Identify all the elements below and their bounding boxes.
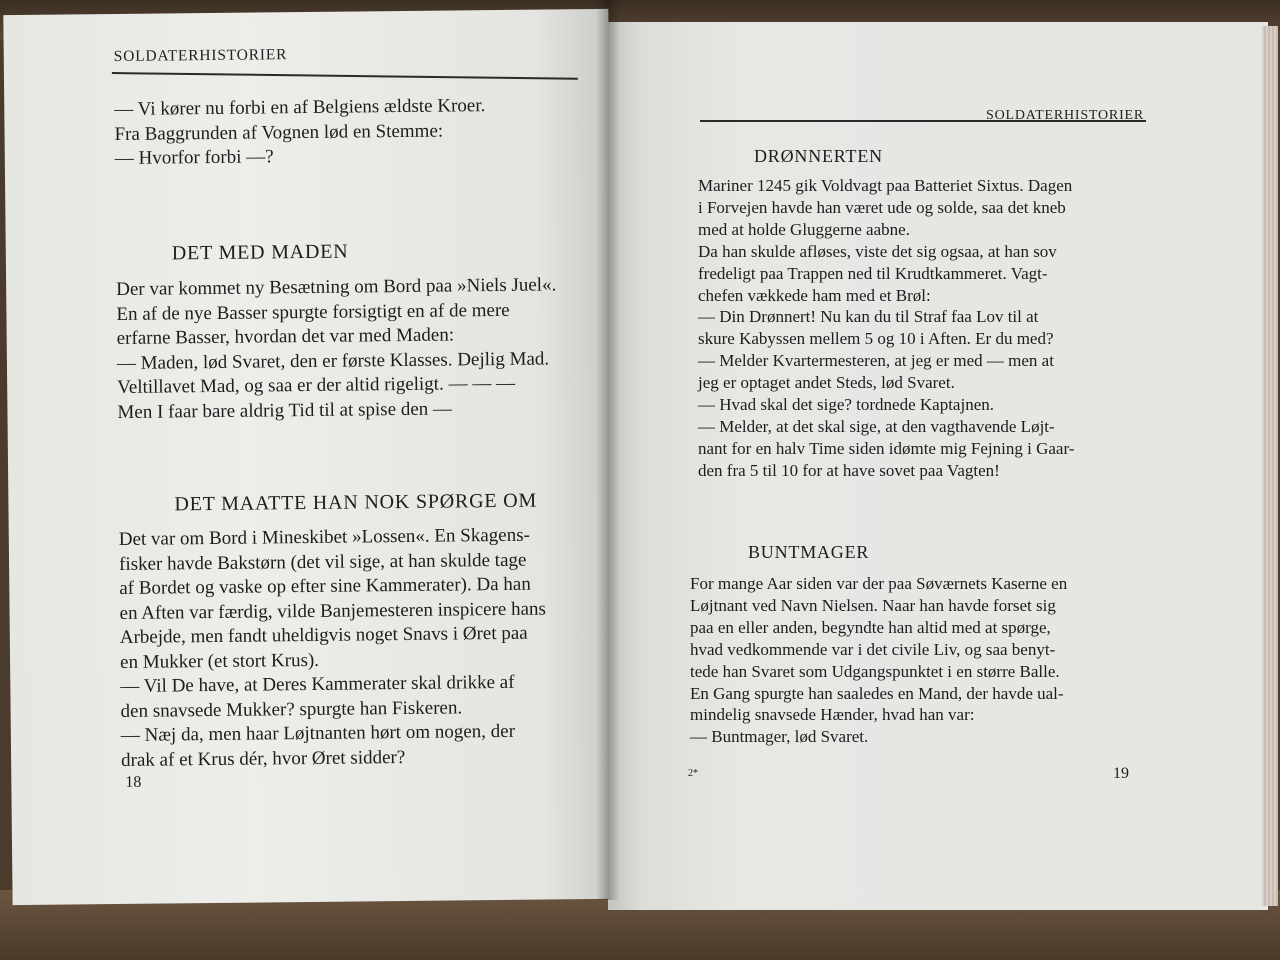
left-page — [3, 9, 617, 905]
text-line: hvad vedkommende var i det civile Liv, og saa benyt- — [690, 639, 1056, 659]
text-line: — Hvorfor forbi —? — [114, 146, 274, 170]
story-title-det-maatte-han: DET MAATTE HAN NOK SPØRGE OM — [174, 489, 538, 516]
text-line: — Vil De have, at Deres Kammerater skal drikke af — [120, 671, 515, 697]
text-line: Veltillavet Mad, og saa er der altid rigeligt. — — — — [117, 372, 516, 398]
text-line: En af de nye Basser spurgte forsigtigt en af de mere — [116, 299, 510, 325]
text-line: Mariner 1245 gik Voldvagt paa Batteriet Sixtus. Dagen — [698, 176, 1073, 195]
text-line: fisker havde Bakstørn (det vil sige, at han skulde tage — [118, 549, 527, 575]
text-line: Da han skulde afløses, viste det sig ogsaa, at han sov — [698, 241, 1057, 261]
text-line: en Aften var færdig, vilde Banjemesteren inspicere hans — [119, 598, 546, 624]
right-running-head: SOLDATERHISTORIER — [986, 108, 1145, 123]
text-line: i Forvejen havde han været ude og solde, saa det kneb — [698, 197, 1066, 217]
text-line: chefen vækkede ham med et Brøl: — [698, 285, 931, 305]
intro-text — [114, 93, 595, 172]
text-line: — Vi kører nu forbi en af Belgiens ældste Kroer. — [114, 95, 486, 121]
text-line: den snavsede Mukker? spurgte han Fiskeren. — [120, 696, 463, 722]
story-body-buntmager — [690, 573, 1260, 748]
story-body-det-maatte-han — [119, 523, 602, 773]
text-line: — Maden, lød Svaret, den er første Klasses. Dejlig Mad. — [116, 347, 550, 374]
text-line: Arbejde, men fandt uheldigvis noget Snavs i Øret paa — [119, 622, 528, 648]
left-page-number: 18 — [125, 773, 142, 791]
text-line: af Bordet og vaske op efter sine Kammerater). Da han — [119, 573, 531, 599]
text-line: Fra Baggrunden af Vognen lød en Stemme: — [114, 120, 444, 145]
left-running-head: SOLDATERHISTORIER — [113, 46, 288, 66]
text-line: med at holde Gluggerne aabne. — [698, 219, 910, 239]
text-line: Der var kommet ny Besætning om Bord paa »Niels Juel«. — [116, 274, 557, 300]
right-page-number: 19 — [1113, 765, 1129, 782]
text-line: jeg er optaget andet Steds, lød Svaret. — [698, 373, 955, 393]
left-header-rule — [112, 72, 578, 80]
signature-mark: 2* — [688, 768, 698, 779]
text-line: en Mukker (et stort Krus). — [119, 649, 320, 673]
book-gutter — [596, 0, 620, 900]
text-line: — Din Drønnert! Nu kan du til Straf faa Lov til at — [698, 307, 1039, 327]
text-line: — Hvad skal det sige? tordnede Kaptajnen. — [698, 395, 994, 415]
text-line: — Buntmager, lød Svaret. — [690, 727, 869, 747]
right-page — [608, 22, 1268, 910]
text-line: — Næj da, men haar Løjtnanten hørt om nogen, der — [120, 720, 516, 746]
text-line: Men I faar bare aldrig Tid til at spise den — — [117, 397, 453, 423]
story-body-det-med-maden — [116, 273, 598, 425]
text-line: — Melder, at det skal sige, at den vagthavende Løjt- — [698, 416, 1055, 436]
text-line: skure Kabyssen mellem 5 og 10 i Aften. Er du med? — [698, 329, 1054, 349]
text-line: den fra 5 til 10 for at have sovet paa Vagten! — [698, 460, 1000, 480]
text-line: drak af et Krus dér, hvor Øret sidder? — [121, 746, 406, 771]
text-line: erfarne Basser, hvordan det var med Maden: — [116, 324, 455, 349]
text-line: En Gang spurgte han saaledes en Mand, der havde ual- — [690, 683, 1064, 703]
text-line: tede han Svaret som Udgangspunktet i en større Balle. — [690, 661, 1060, 681]
story-body-droennerten — [698, 175, 1258, 482]
text-line: mindelig snavsede Hænder, hvad han var: — [690, 705, 975, 725]
text-line: fredeligt paa Trappen ned til Krudtkammeret. Vagt- — [698, 263, 1048, 283]
page-edge — [1262, 26, 1278, 906]
text-line: Det var om Bord i Mineskibet »Lossen«. En Skagens- — [118, 524, 530, 550]
text-line: For mange Aar siden var der paa Søværnets Kaserne en — [690, 574, 1068, 593]
story-title-droennerten: DRØNNERTEN — [754, 146, 883, 166]
text-line: nant for en halv Time siden idømte mig Fejning i Gaar- — [698, 438, 1075, 458]
story-title-buntmager: BUNTMAGER — [748, 542, 870, 562]
text-line: — Melder Kvartermesteren, at jeg er med — men at — [698, 351, 1054, 371]
text-line: Løjtnant ved Navn Nielsen. Naar han havde forset sig — [690, 595, 1056, 615]
text-line: paa en eller anden, begyndte han altid med at spørge, — [690, 617, 1051, 637]
story-title-det-med-maden: DET MED MADEN — [171, 240, 349, 265]
